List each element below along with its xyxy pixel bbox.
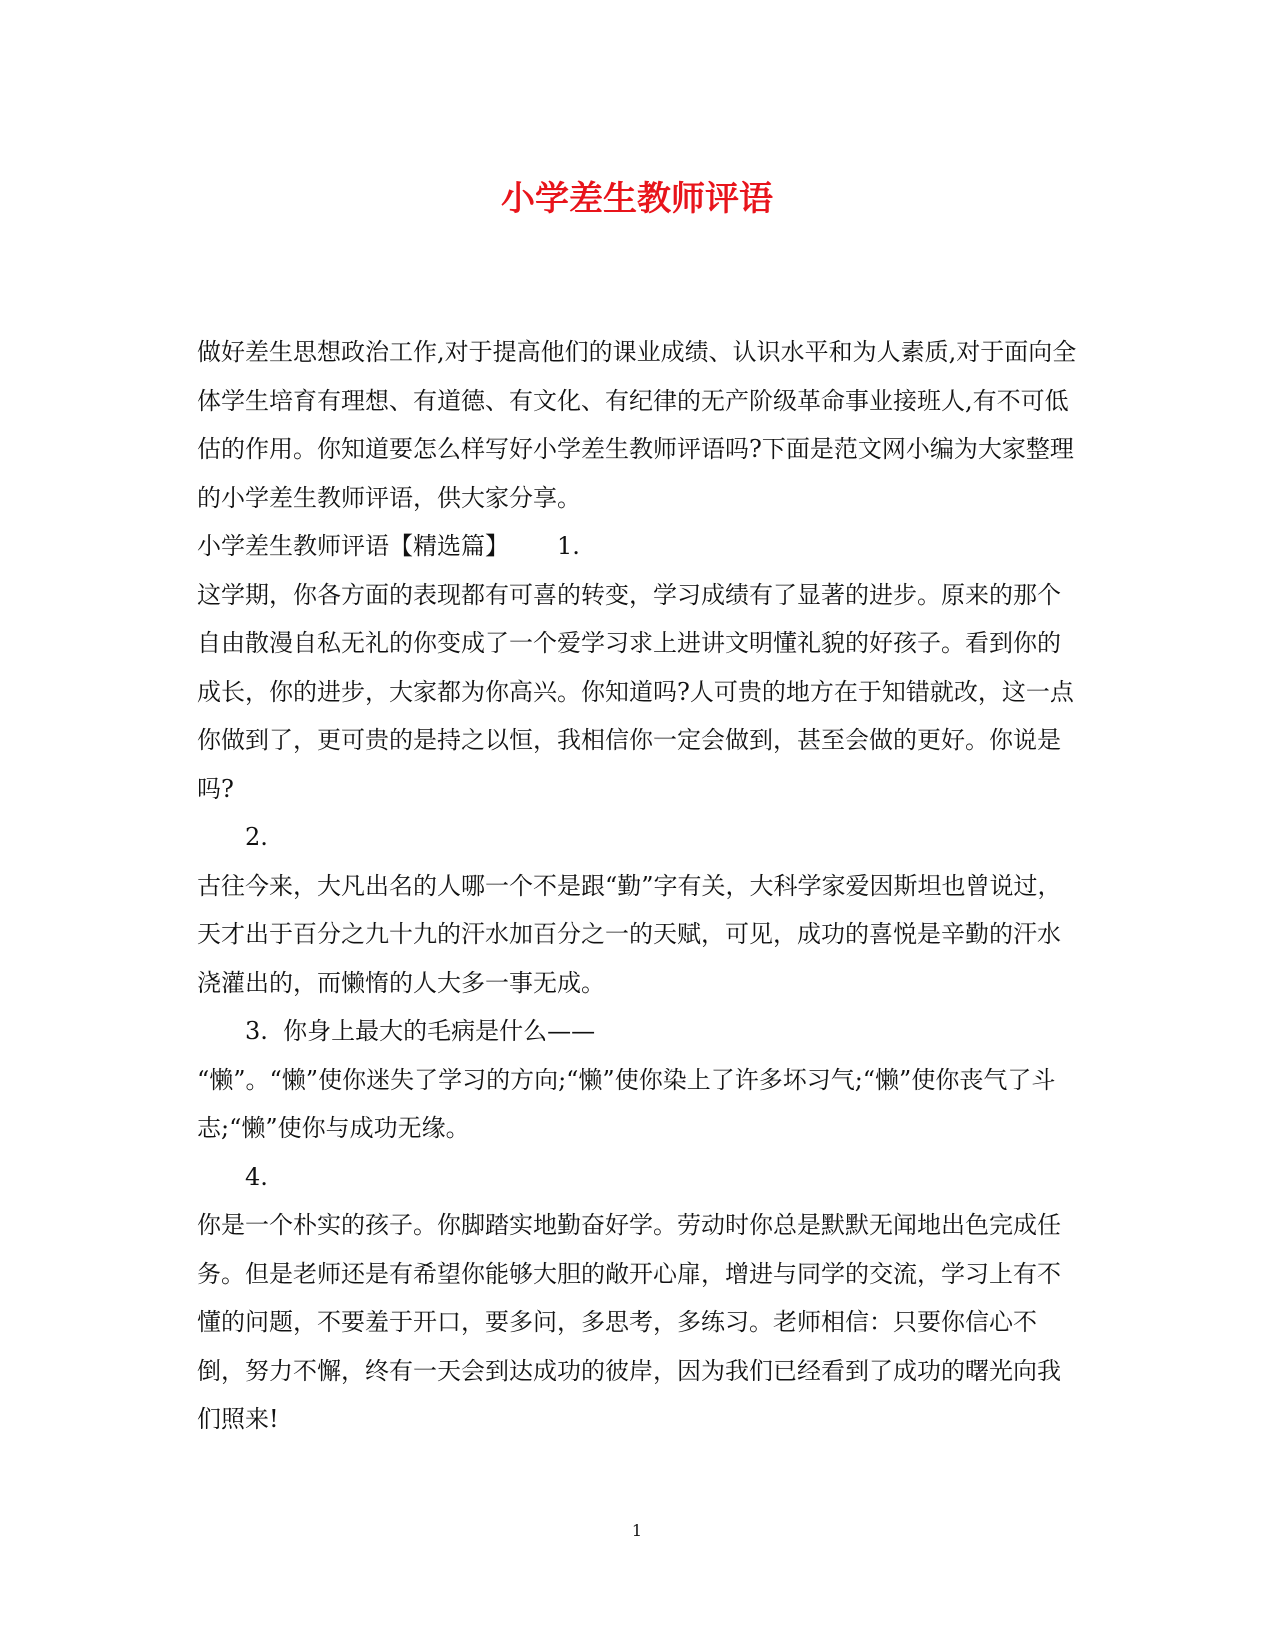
- item-3-lead: 你身上最大的毛病是什么——: [283, 1017, 596, 1045]
- item-2-number: 2.: [245, 823, 268, 851]
- item-2-text: 古往今来，大凡出名的人哪一个不是跟“勤”字有关，大科学家爱因斯坦也曾说过，天才出于百分之九十九的汗水加百分之一的天赋，可见，成功的喜悦是辛勤的汗水浇灌出的，而懒惰的人大多一事无成。: [197, 871, 1062, 997]
- item-3-number: 3.: [245, 1017, 268, 1045]
- item-3-lead-line: [197, 1007, 1077, 1056]
- intro-paragraph: 做好差生思想政治工作,对于提高他们的课业成绩、认识水平和为人素质,对于面向全体学生培育有理想、有道德、有文化、有纪律的无产阶级革命事业接班人,有不可低估的作用。你知道要怎么样写好小学差生教师评语吗?下面是范文网小编为大家整理的小学差生教师评语，供大家分享。: [197, 338, 1077, 512]
- item-4-number: 4.: [245, 1162, 268, 1191]
- item-3-text: “懒”。“懒”使你迷失了学习的方向;“懒”使你染上了许多坏习气;“懒”使你丧气了斗志;“懒”使你与成功无缘。: [197, 1065, 1056, 1142]
- document-title: 小学差生教师评语: [501, 179, 773, 219]
- item-4-text: 你是一个朴实的孩子。你脚踏实地勤奋好学。劳动时你总是默默无闻地出色完成任务。但是老师还是有希望你能够大胆的敞开心扉，增进与同学的交流，学习上有不懂的问题，不要羞于开口，要多问，多思考，多练习。老师相信：只要你信心不倒，努力不懈，终有一天会到达成功的彼岸，因为我们已经看到了成功的曙光向我们照来!: [197, 1211, 1061, 1433]
- section-heading-line: [197, 522, 1077, 571]
- section-heading: 小学差生教师评语【精选篇】: [197, 532, 509, 560]
- item-1-number: 1.: [557, 532, 580, 560]
- item-1-text: 这学期，你各方面的表现都有可喜的转变，学习成绩有了显著的进步。原来的那个自由散漫自私无礼的你变成了一个爱学习求上进讲文明懂礼貌的好孩子。看到你的成长，你的进步，大家都为你高兴。你知道吗?人可贵的地方在于知错就改，这一点你做到了，更可贵的是持之以恒，我相信你一定会做到，甚至会做的更好。你说是吗?: [197, 580, 1074, 803]
- document-body: [197, 328, 1077, 1444]
- page-number: 1: [631, 1521, 643, 1540]
